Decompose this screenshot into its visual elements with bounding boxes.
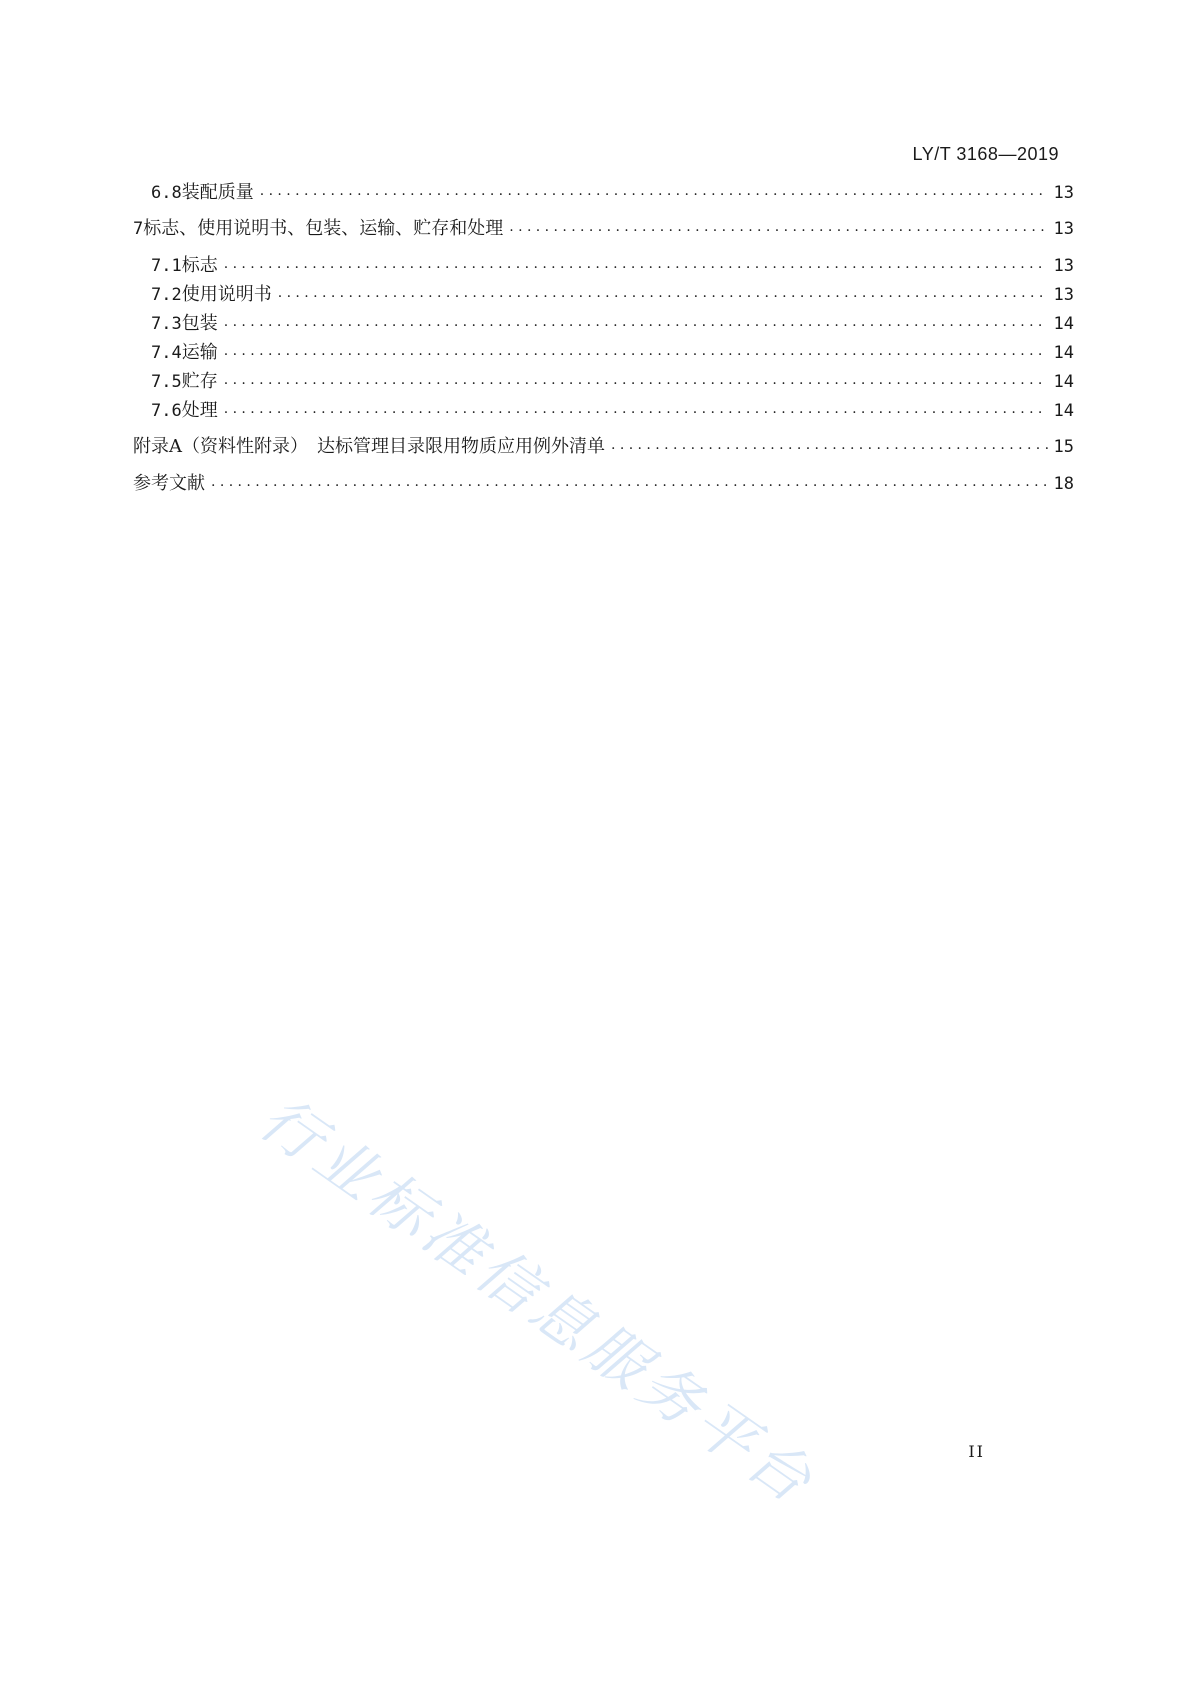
watermark-text: 行业标准信息服务平台 [247,1083,828,1520]
toc-entry-number: 7.4 [151,343,182,363]
toc-entry-number: 7.6 [151,401,182,421]
toc-dot-leader [260,179,1048,203]
toc-entry-title: 处理 [181,400,218,421]
toc-entry-title: 运输 [181,342,218,363]
toc-entry-6-8[interactable] [151,181,1074,206]
toc-entry-title: 标志 [181,255,218,276]
toc-entry-number: 7.1 [151,256,182,276]
toc-entry-page: 15 [1053,437,1074,457]
toc-entry-number: 6.8 [151,183,182,203]
toc-entry-number: 7 [133,219,144,239]
page-number: II [968,1442,985,1461]
toc-dot-leader [224,310,1048,334]
toc-dot-leader [611,433,1048,457]
toc-entry-page: 14 [1053,343,1074,363]
toc-entry-7-4[interactable] [151,341,1074,366]
toc-entry-page: 14 [1053,372,1074,392]
toc-entry-7-6[interactable] [151,399,1074,424]
toc-entry-references[interactable] [133,472,1074,497]
toc-entry-page: 13 [1053,285,1074,305]
toc-dot-leader [224,252,1048,276]
toc-entry-page: 14 [1053,401,1074,421]
toc-dot-leader [224,368,1048,392]
toc-entry-title: 附录A（资料性附录） 达标管理目录限用物质应用例外清单 [133,436,605,457]
toc-entry-7-5[interactable] [151,370,1074,395]
toc-entry-title: 贮存 [181,371,218,392]
toc-entry-page: 13 [1053,256,1074,276]
toc-entry-title: 参考文献 [133,473,205,494]
toc-entry-title: 使用说明书 [181,284,272,305]
toc-entry-title: 标志、使用说明书、包装、运输、贮存和处理 [143,218,504,239]
toc-entry-appendix-a[interactable] [133,435,1074,460]
toc-entry-page: 18 [1053,474,1074,494]
toc-dot-leader [224,339,1048,363]
document-code: LY/T 3168—2019 [912,144,1059,164]
toc-entry-page: 13 [1053,183,1074,203]
toc-dot-leader [224,397,1048,421]
toc-entry-number: 7.2 [151,285,182,305]
toc-dot-leader [278,281,1048,305]
toc-dot-leader [509,215,1047,239]
toc-entry-page: 13 [1053,219,1074,239]
toc-entry-7-2[interactable] [151,283,1074,308]
toc-entry-title: 包装 [181,313,218,334]
toc-entry-number: 7.5 [151,372,182,392]
toc-entry-7-3[interactable] [151,312,1074,337]
toc-entry-page: 14 [1053,314,1074,334]
toc-dot-leader [211,470,1048,494]
toc-entry-7-1[interactable] [151,254,1074,279]
toc-entry-title: 装配质量 [181,182,254,203]
toc-entry-7[interactable] [133,217,1074,242]
toc-entry-number: 7.3 [151,314,182,334]
